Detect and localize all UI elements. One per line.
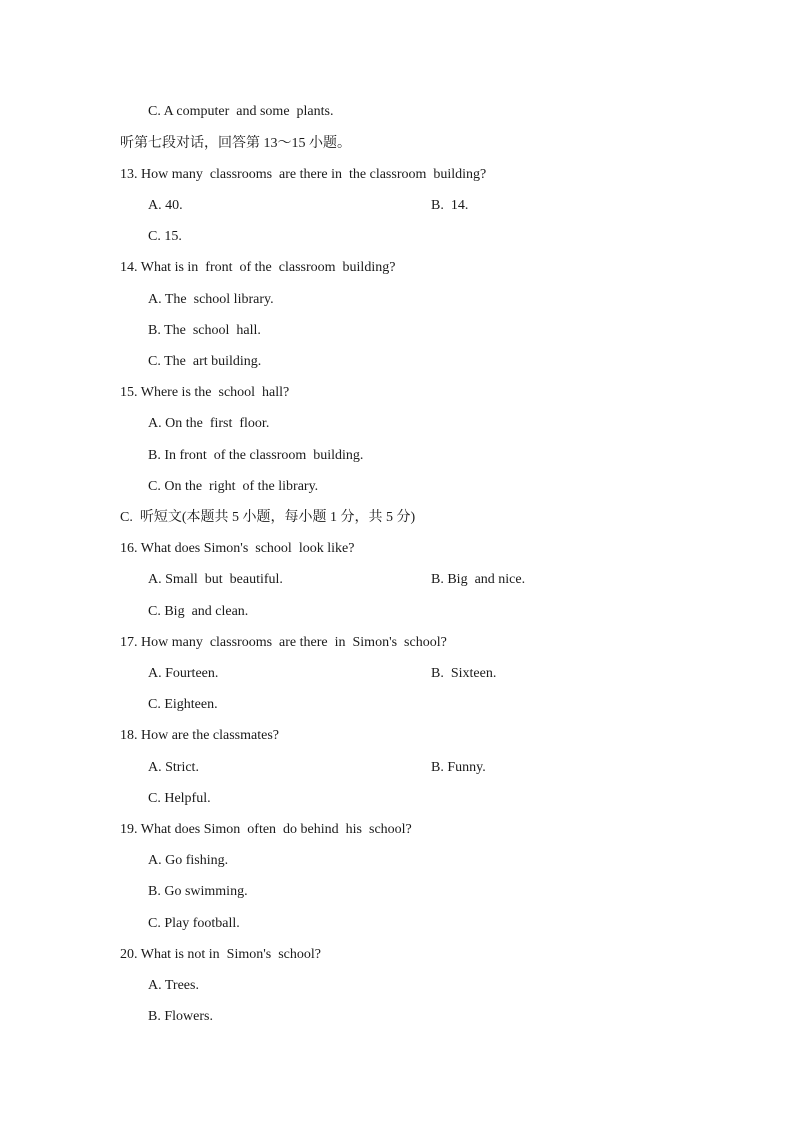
question-14-option-c: C. The art building. bbox=[148, 354, 262, 369]
section-heading-passage: C. 听短文(本题共 5 小题，每小题 1 分，共 5 分) bbox=[120, 510, 416, 525]
question-13-option-a: A. 40. bbox=[148, 198, 183, 213]
question-18-option-c: C. Helpful. bbox=[148, 791, 211, 806]
question-13: 13. How many classrooms are there in the classroom building? bbox=[120, 167, 487, 182]
question-12-option-c: C. A computer and some plants. bbox=[148, 104, 334, 119]
question-15-option-b: B. In front of the classroom building. bbox=[148, 448, 364, 463]
question-19-option-a: A. Go fishing. bbox=[148, 853, 229, 868]
question-14-option-b: B. The school hall. bbox=[148, 323, 261, 338]
question-20: 20. What is not in Simon's school? bbox=[120, 947, 321, 962]
question-15: 15. Where is the school hall? bbox=[120, 385, 290, 400]
question-16-option-c: C. Big and clean. bbox=[148, 604, 249, 619]
question-16: 16. What does Simon's school look like? bbox=[120, 541, 355, 556]
question-13-option-b: B. 14. bbox=[431, 198, 469, 213]
question-17: 17. How many classrooms are there in Simon's school? bbox=[120, 635, 447, 650]
question-19-option-b: B. Go swimming. bbox=[148, 884, 248, 899]
question-19: 19. What does Simon often do behind his school? bbox=[120, 822, 412, 837]
question-17-option-b: B. Sixteen. bbox=[431, 666, 497, 681]
question-19-option-c: C. Play football. bbox=[148, 916, 240, 931]
question-18-option-a: A. Strict. bbox=[148, 760, 199, 775]
section-heading-dialogue-7: 听第七段对话，回答第 13～15 小题。 bbox=[120, 136, 351, 151]
question-13-option-c: C. 15. bbox=[148, 229, 182, 244]
question-15-option-a: A. On the first floor. bbox=[148, 416, 270, 431]
question-17-option-c: C. Eighteen. bbox=[148, 697, 218, 712]
question-14: 14. What is in front of the classroom building? bbox=[120, 260, 396, 275]
question-15-option-c: C. On the right of the library. bbox=[148, 479, 319, 494]
question-18-option-b: B. Funny. bbox=[431, 760, 486, 775]
question-14-option-a: A. The school library. bbox=[148, 292, 274, 307]
question-20-option-b: B. Flowers. bbox=[148, 1009, 213, 1024]
question-16-option-b: B. Big and nice. bbox=[431, 572, 526, 587]
question-16-option-a: A. Small but beautiful. bbox=[148, 572, 283, 587]
question-17-option-a: A. Fourteen. bbox=[148, 666, 219, 681]
question-18: 18. How are the classmates? bbox=[120, 728, 279, 743]
question-20-option-a: A. Trees. bbox=[148, 978, 199, 993]
